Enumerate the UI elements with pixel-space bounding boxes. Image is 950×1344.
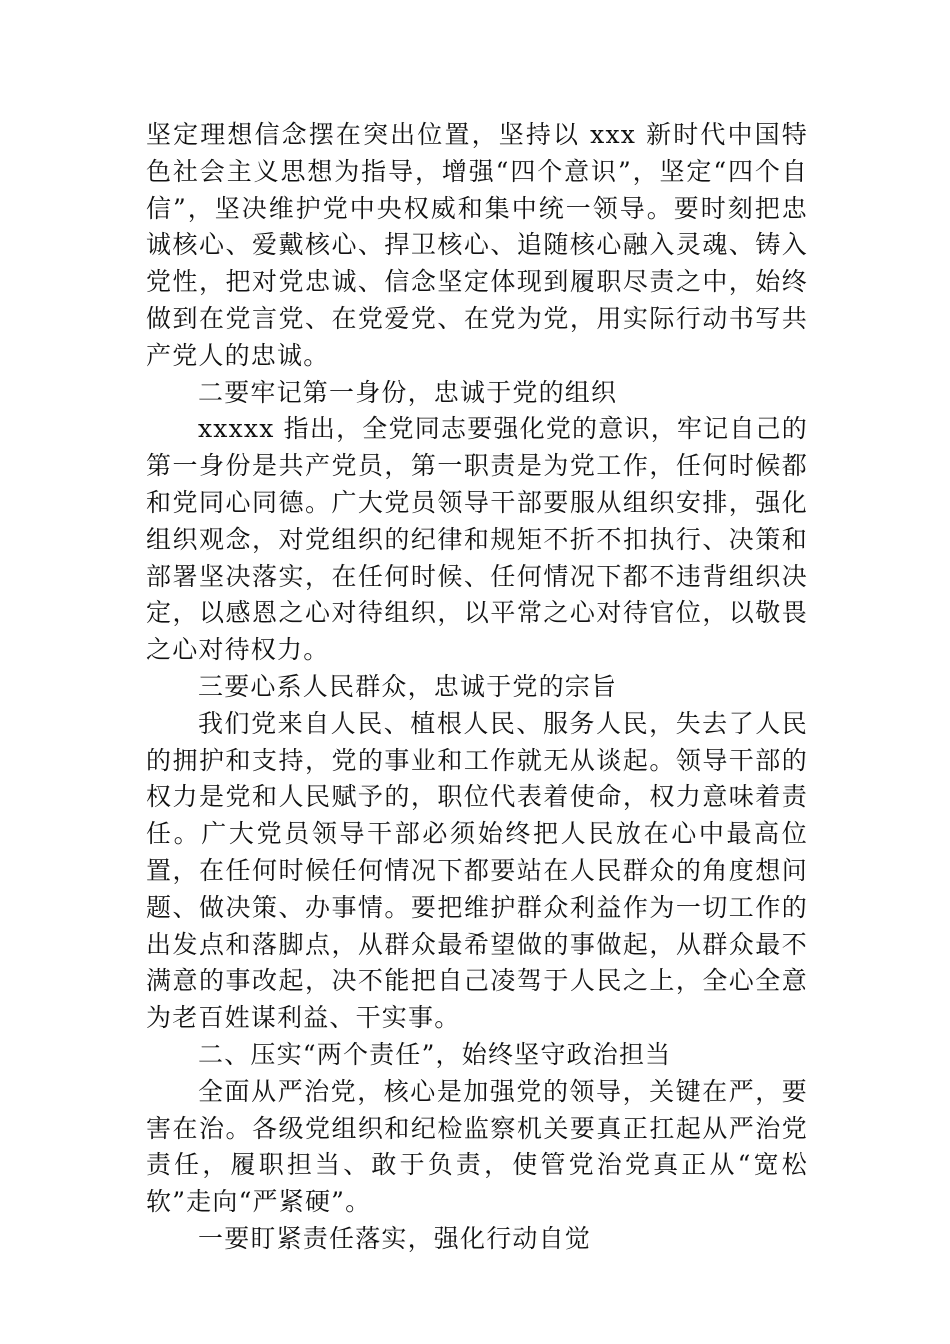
paragraph-body-4: 全面从严治党，核心是加强党的领导，关键在严，要害在治。各级党组织和纪检监察机关要真正扛起从严治党责任，履职担当、敢于负责，使管党治党真正从“宽松软”走向“严紧硬”。 — [146, 1076, 808, 1217]
section-heading-second-identity: 二要牢记第一身份，忠诚于党的组织 — [198, 377, 618, 407]
document-body — [146, 117, 808, 1258]
paragraph-body-1: 坚定理想信念摆在突出位置，坚持以 xxx 新时代中国特色社会主义思想为指导，增强“四个意识”，坚定“四个自信”，坚决维护党中央权威和集中统一领导。要时刻把忠诚核心、爱戴核心、捍卫核心、追随核心融入灵魂、铸入党性，把对党忠诚、信念坚定体现到履职尽责之中，始终做到在党言党、在党爱党、在党为党，用实际行动书写共产党人的忠诚。 — [146, 120, 808, 370]
paragraph-body-2: xxxxx 指出，全党同志要强化党的意识，牢记自己的第一身份是共产党员，第一职责是为党工作，任何时候都和党同心同德。广大党员领导干部要服从组织安排，强化组织观念，对党组织的纪律和规矩不折不扣执行、决策和部署坚决落实，在任何时候、任何情况下都不违背组织决定，以感恩之心对待组织，以平常之心对待官位，以敬畏之心对待权力。 — [146, 414, 808, 665]
paragraph-body-3: 我们党来自人民、植根人民、服务人民，失去了人民的拥护和支持，党的事业和工作就无从谈起。领导干部的权力是党和人民赋予的，职位代表着使命，权力意味着责任。广大党员领导干部必须始终把人民放在心中最高位置，在任何时候任何情况下都要站在人民群众的角度想问题、做决策、办事情。要把维护群众利益作为一切工作的出发点和落脚点，从群众最希望做的事做起，从群众最不满意的事改起，决不能把自己凌驾于人民之上，全心全意为老百姓谋利益、干实事。 — [146, 708, 808, 1033]
section-heading-responsibility-implementation: 一要盯紧责任落实，强化行动自觉 — [198, 1223, 592, 1253]
section-heading-two-responsibilities: 二、压实“两个责任”，始终坚守政治担当 — [198, 1039, 672, 1069]
section-heading-people: 三要心系人民群众，忠诚于党的宗旨 — [198, 671, 618, 701]
